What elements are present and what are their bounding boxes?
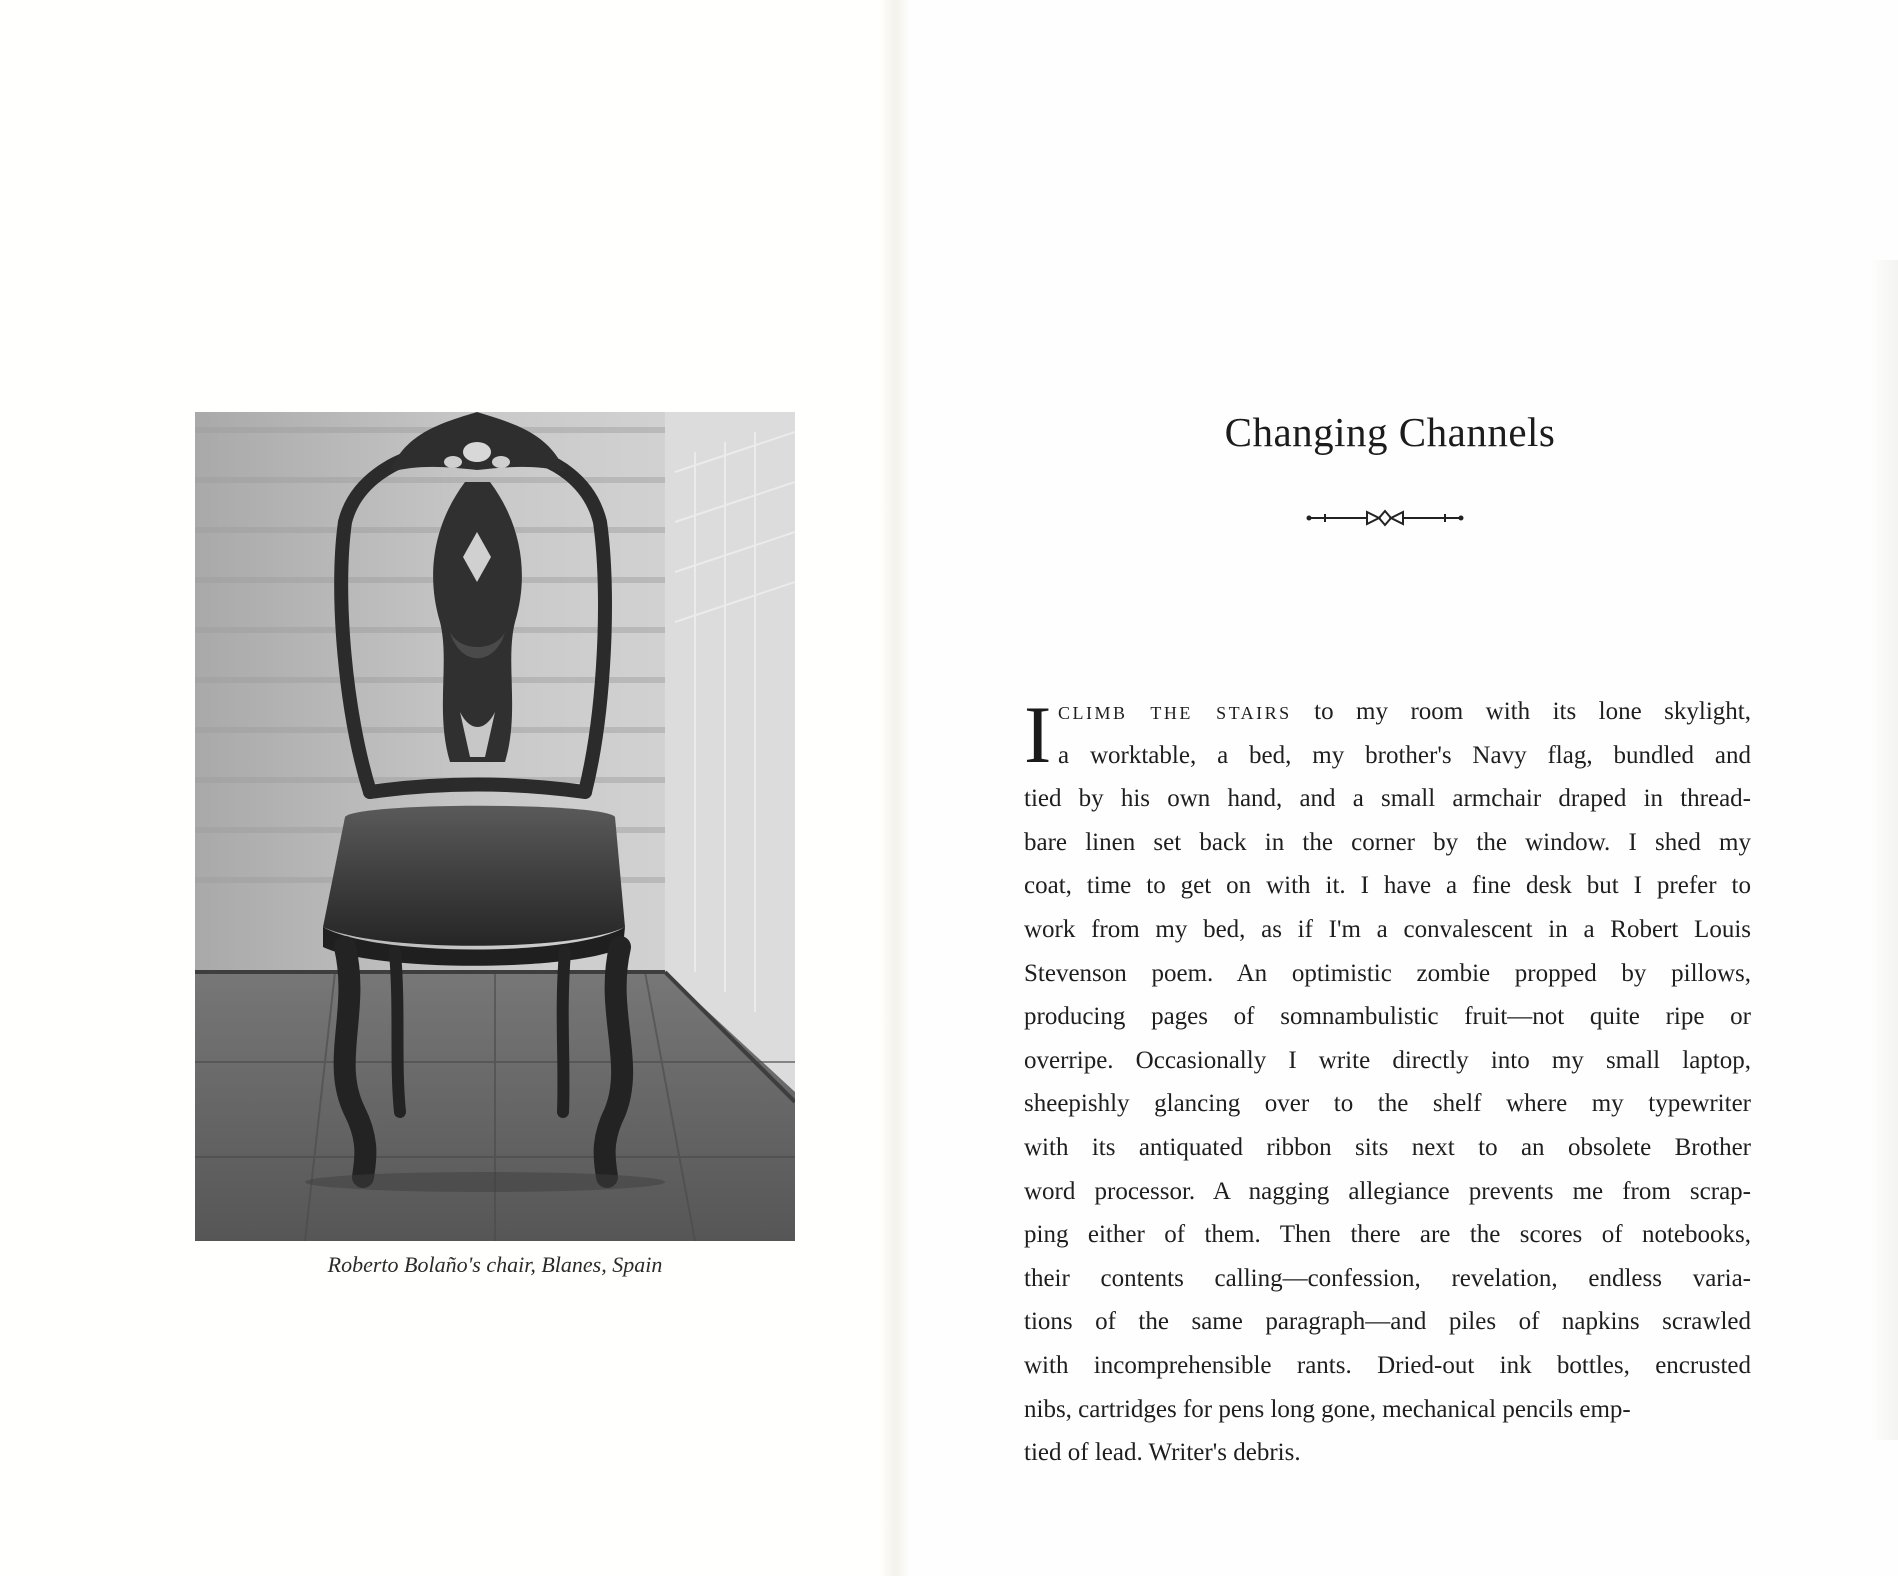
- photo-caption: Roberto Bolaño's chair, Blanes, Spain: [327, 1252, 663, 1277]
- text-line: with incomprehensible rants. Dried-out ink bottles, encrusted: [1024, 1351, 1751, 1379]
- text-line: their contents calling—confession, revelation, endless varia-: [1024, 1264, 1751, 1292]
- drop-cap: I: [1024, 689, 1052, 780]
- text-line: sheepishly glancing over to the shelf where my typewriter: [1024, 1090, 1751, 1118]
- text-line: work from my bed, as if I'm a convalescent in a Robert Louis: [1024, 915, 1751, 943]
- text-line: bare linen set back in the corner by the window. I shed my: [1024, 828, 1751, 856]
- page-edge: [1870, 260, 1898, 1440]
- text-line: word processor. A nagging allegiance prevents me from scrap-: [1024, 1177, 1751, 1205]
- smallcaps-lead: CLIMB THE STAIRS: [1058, 703, 1292, 723]
- first-line-rest: to my room with its lone skylight,: [1291, 698, 1751, 725]
- text-line: coat, time to get on with it. I have a fine desk but I prefer to: [1024, 872, 1751, 900]
- text-line: nibs, cartridges for pens long gone, mechanical pencils emp-: [1024, 1395, 1631, 1423]
- text-line: [1024, 690, 1751, 734]
- chapter-title: Changing Channels: [1224, 409, 1556, 455]
- body-text: [1024, 690, 1751, 1475]
- text-line: tied by his own hand, and a small armchair draped in thread-: [1024, 785, 1751, 813]
- book-gutter: [880, 0, 908, 1576]
- text-line: tions of the same paragraph—and piles of napkins scrawled: [1024, 1308, 1751, 1336]
- text-line: tied of lead. Writer's debris.: [1024, 1439, 1301, 1467]
- text-line: producing pages of somnambulistic fruit—not quite ripe or: [1024, 1003, 1751, 1031]
- text-line: with its antiquated ribbon sits next to an obsolete Brother: [1024, 1133, 1751, 1161]
- decorative-ornament-icon: [1305, 506, 1465, 530]
- text-line: a worktable, a bed, my brother's Navy flag, bundled and: [1058, 741, 1751, 769]
- text-line: overripe. Occasionally I write directly into my small laptop,: [1024, 1046, 1751, 1074]
- text-line: ping either of them. Then there are the scores of notebooks,: [1024, 1221, 1751, 1249]
- chair-photograph: [195, 412, 795, 1241]
- text-line: Stevenson poem. An optimistic zombie propped by pillows,: [1024, 959, 1751, 987]
